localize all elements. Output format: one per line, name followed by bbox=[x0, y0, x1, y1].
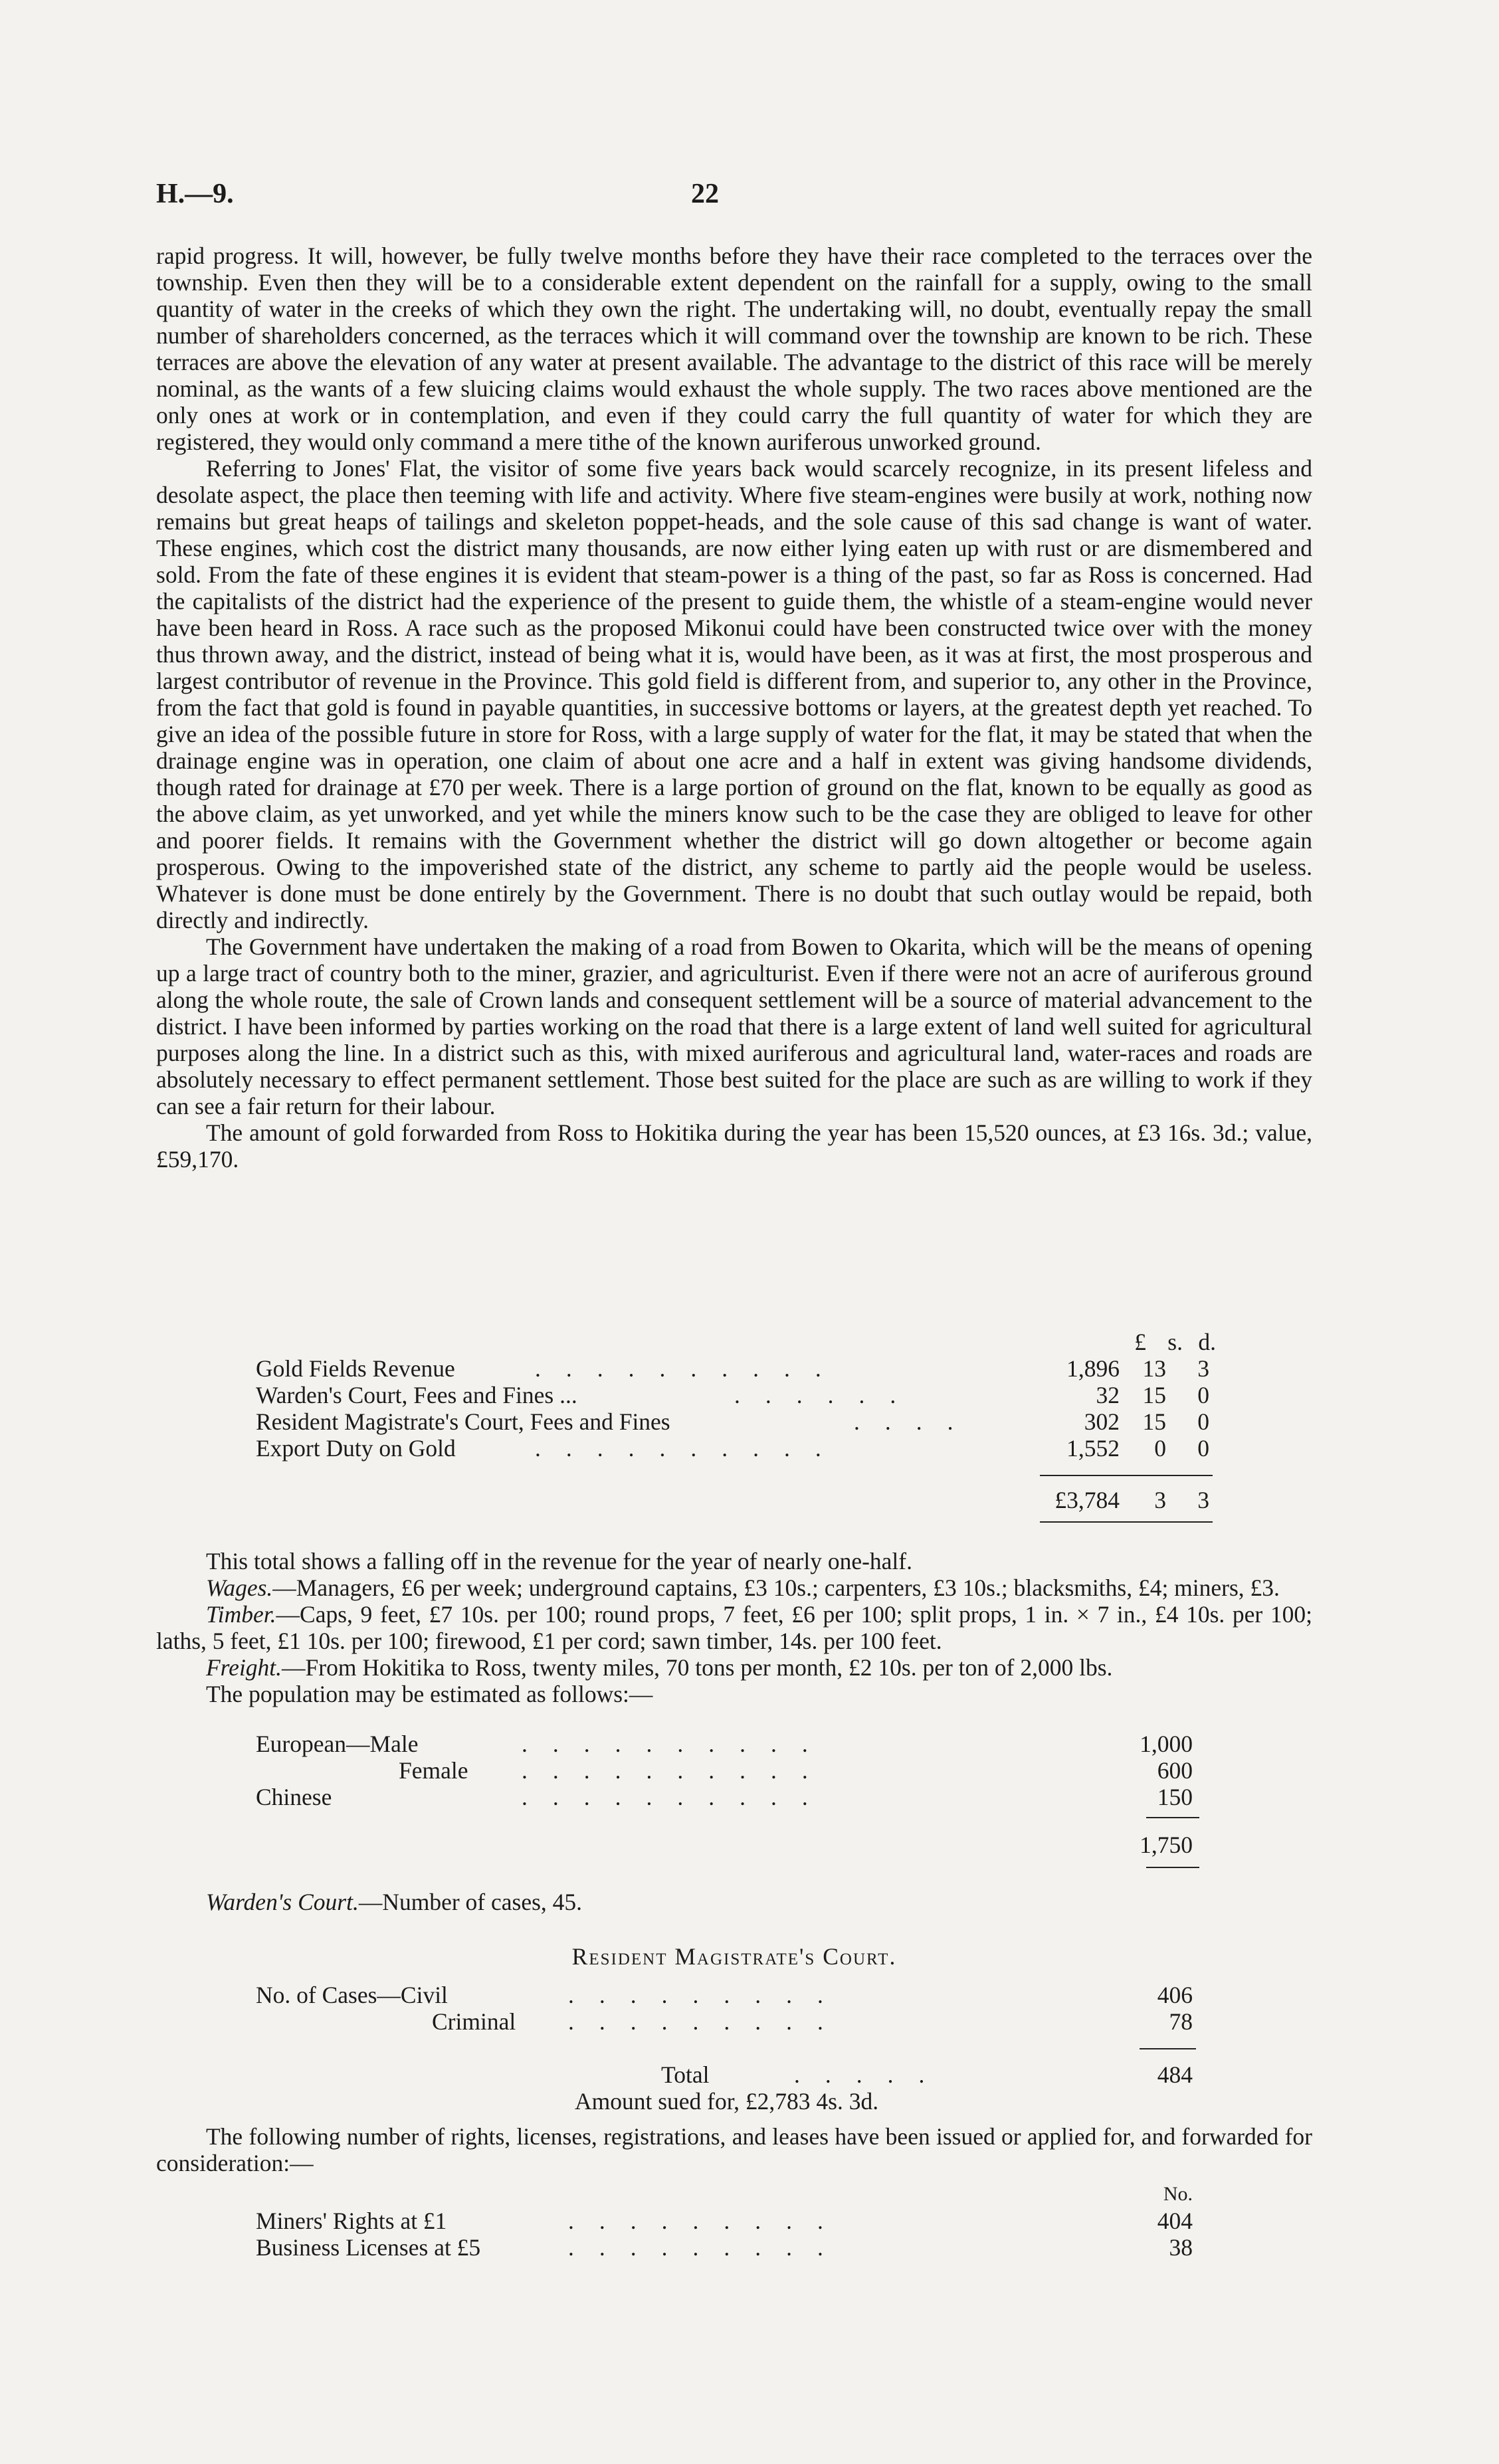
rm-court-table: No. of Cases—Civil ......... 406 Criminal ......... 78 Total ..... 484 Amount sued for, £2,783 4s. 3d. bbox=[256, 1982, 1213, 2035]
revenue-label: Warden's Court, Fees and Fines ... bbox=[256, 1382, 577, 1408]
paragraph-road-bowen-okarita: The Government have undertaken the making of a road from Bowen to Okarita, which will be the means of opening up a large tract of country both to the miner, grazier, and agriculturist. Even if there were not an acre of auriferous ground along the whole route, the sale of Crown lands and consequent settlement will be a source of material advancement to the district. I have been informed by parties working on the road that there is a large extent of land well suited for agricultural purposes along the line. In a district such as this, with mixed auriferous and agricultural land, water-races and roads are absolutely necessary to effect permanent settlement. Those best suited for the place are such as are willing to work if they can see a fair return for their labour. bbox=[156, 933, 1312, 1119]
wardens-court-label: Warden's Court. bbox=[206, 1889, 359, 1915]
population-value: 600 bbox=[1157, 1757, 1193, 1784]
wages-text: —Managers, £6 per week; underground captains, £3 10s.; carpenters, £3 10s.; blacksmiths, £4; miners, £3. bbox=[272, 1574, 1280, 1601]
freight-label: Freight. bbox=[206, 1654, 282, 1681]
document-reference: H.—9. bbox=[156, 179, 234, 209]
revenue-row: Warden's Court, Fees and Fines ... ...... 32 15 0 bbox=[256, 1382, 1209, 1408]
rm-court-total: 484 bbox=[1157, 2061, 1193, 2088]
revenue-total-pounds: £3,784 bbox=[1054, 1487, 1120, 1513]
population-total-rule-top bbox=[1146, 1817, 1199, 1818]
revenue-shillings: 15 bbox=[1142, 1382, 1166, 1408]
revenue-table bbox=[256, 1329, 1216, 1513]
population-table bbox=[256, 1731, 1213, 1858]
revenue-total-rule-top bbox=[1040, 1475, 1213, 1476]
rm-court-label: Criminal bbox=[432, 2008, 516, 2035]
revenue-pence: 0 bbox=[1197, 1382, 1209, 1408]
rm-court-total-row: Total ..... 484 bbox=[661, 2061, 1193, 2088]
rm-court-value: 406 bbox=[1157, 1982, 1193, 2008]
population-row: Female .......... 600 bbox=[399, 1757, 1193, 1784]
licenses-value: 38 bbox=[1169, 2234, 1193, 2261]
licenses-col-header-row bbox=[256, 2181, 1213, 2208]
rm-court-label: No. of Cases—Civil bbox=[256, 1982, 448, 2008]
licenses-label: Miners' Rights at £1 bbox=[256, 2208, 447, 2234]
revenue-shillings: 15 bbox=[1142, 1408, 1166, 1435]
revenue-row: Export Duty on Gold .......... 1,552 0 0 bbox=[256, 1435, 1209, 1462]
revenue-pounds: 302 bbox=[1084, 1408, 1120, 1435]
licenses-value: 404 bbox=[1157, 2208, 1193, 2234]
licenses-table bbox=[256, 2181, 1213, 2261]
revenue-label: Export Duty on Gold bbox=[256, 1435, 456, 1462]
licenses-label: Business Licenses at £5 bbox=[256, 2234, 481, 2261]
population-total: 1,750 bbox=[1140, 1832, 1193, 1858]
falling-off-note: This total shows a falling off in the revenue for the year of nearly one-half. bbox=[206, 1548, 912, 1574]
notes-block bbox=[156, 1548, 1312, 1707]
rm-court-total-rule bbox=[1140, 2048, 1196, 2049]
population-label: Female bbox=[399, 1757, 468, 1784]
population-total-row bbox=[256, 1832, 1213, 1858]
rm-court-row: Criminal ......... 78 bbox=[432, 2008, 1193, 2035]
revenue-shillings: 0 bbox=[1154, 1435, 1166, 1462]
population-value: 1,000 bbox=[1140, 1731, 1193, 1757]
population-value: 150 bbox=[1157, 1784, 1193, 1810]
licenses-row: Miners' Rights at £1 ......... 404 bbox=[256, 2208, 1193, 2234]
revenue-pence: 0 bbox=[1197, 1435, 1209, 1462]
wages-note bbox=[156, 1574, 1312, 1601]
revenue-row: Gold Fields Revenue .......... 1,896 13 3 bbox=[256, 1355, 1209, 1382]
timber-label: Timber. bbox=[206, 1601, 276, 1628]
revenue-label: Resident Magistrate's Court, Fees and Fines bbox=[256, 1408, 670, 1435]
rm-court-heading: Resident Magistrate's Court. bbox=[571, 1943, 897, 1970]
licenses-row: Business Licenses at £5 ......... 38 bbox=[256, 2234, 1193, 2261]
rm-court-total-label: Total bbox=[661, 2061, 710, 2088]
revenue-total-row bbox=[256, 1487, 1213, 1513]
wages-label: Wages. bbox=[206, 1574, 273, 1601]
timber-note bbox=[156, 1601, 1312, 1654]
revenue-pence: 3 bbox=[1197, 1355, 1209, 1382]
licenses-col-header: No. bbox=[1163, 2183, 1193, 2205]
pounds-header: £ bbox=[1134, 1329, 1146, 1355]
population-row: European—Male .......... 1,000 bbox=[256, 1731, 1193, 1757]
paragraph-rapid-progress: rapid progress. It will, however, be fully twelve months before they have their race completed to the terraces over the township. Even then they will be to a considerable extent dependent on the rainfall for a supply, owing to the small quantity of water in the creeks of which they own the right. The undertaking will, no doubt, eventually repay the small number of shareholders concerned, as the terraces which it will command over the township are known to be rich. These terraces are above the elevation of any water at present available. The advantage to the district of this race will be merely nominal, as the wants of a few sluicing claims would exhaust the whole supply. The two races above mentioned are the only ones at work or in contemplation, and even if they could carry the full quantity of water for which they are registered, they would only command a mere tithe of the known auriferous unworked ground. bbox=[156, 242, 1312, 455]
licenses-intro-block bbox=[156, 2123, 1312, 2176]
rm-court-value: 78 bbox=[1169, 2008, 1193, 2035]
wardens-court-note bbox=[206, 1889, 1269, 1915]
population-row: Chinese .......... 150 bbox=[256, 1784, 1193, 1810]
shillings-header: s. bbox=[1167, 1329, 1183, 1355]
wardens-court-text: —Number of cases, 45. bbox=[358, 1889, 583, 1915]
revenue-pounds: 1,552 bbox=[1066, 1435, 1120, 1462]
freight-text: —From Hokitika to Ross, twenty miles, 70 tons per month, £2 10s. per ton of 2,000 lbs. bbox=[282, 1654, 1113, 1681]
revenue-row: Resident Magistrate's Court, Fees and Fines .... 302 15 0 bbox=[256, 1408, 1209, 1435]
revenue-total-pence: 3 bbox=[1197, 1487, 1209, 1513]
revenue-col-headers bbox=[256, 1329, 1216, 1355]
revenue-pounds: 32 bbox=[1096, 1382, 1120, 1408]
page-number: 22 bbox=[691, 179, 719, 209]
freight-note bbox=[156, 1654, 1312, 1681]
paragraph-jones-flat: Referring to Jones' Flat, the visitor of some five years back would scarcely recognize, in its present lifeless and desolate aspect, the place then teeming with life and activity. Where five steam-engines were busily at work, nothing now remains but great heaps of tailings and skeleton poppet-heads, and the sole cause of this sad change is want of water. These engines, which cost the district many thousands, are now either lying eaten up with rust or are dismembered and sold. From the fate of these engines it is evident that steam-power is a thing of the past, so far as Ross is concerned. Had the capitalists of the district had the experience of the present to guide them, the whistle of a steam-engine would never have been heard in Ross. A race such as the proposed Mikonui could have been constructed twice over with the money thus thrown away, and the district, instead of being what it is, would have been, as it was at first, the most prosperous and largest contributor of revenue in the Province. This gold field is different from, and superior to, any other in the Province, from the fact that gold is found in payable quantities, in successive bottoms or layers, at the greatest depth yet reached. To give an idea of the possible future in store for Ross, with a large supply of water for the flat, it may be stated that when the drainage engine was in operation, one claim of about one acre and a half in extent was giving handsome dividends, though rated for drainage at £70 per week. There is a large portion of ground on the flat, known to be equally as good as the above claim, as yet unworked, and yet while the miners know such to be the case they are obliged to leave for other and poorer fields. It remains with the Government whether the district will go down altogether or become again prosperous. Owing to the impoverished state of the district, any scheme to partly aid the people would be useless. Whatever is done must be done entirely by the Government. There is no doubt that such outlay would be repaid, both directly and indirectly. bbox=[156, 455, 1312, 933]
pence-header: d. bbox=[1198, 1329, 1216, 1355]
revenue-label: Gold Fields Revenue bbox=[256, 1355, 455, 1382]
paragraph-gold-forwarded: The amount of gold forwarded from Ross to Hokitika during the year has been 15,520 ounces, at £3 16s. 3d.; value, £59,170. bbox=[156, 1119, 1312, 1173]
rm-court-row: No. of Cases—Civil ......... 406 bbox=[256, 1982, 1193, 2008]
revenue-total-rule-bottom bbox=[1040, 1521, 1213, 1523]
body-text bbox=[156, 242, 1312, 1173]
timber-text: —Caps, 9 feet, £7 10s. per 100; round props, 7 feet, £6 per 100; split props, 1 in. × 7 in., £4 10s. per 100; laths, 5 feet, £1 10s. per 100; firewood, £1 per cord; sawn timber, 14s. per 100 feet. bbox=[156, 1601, 1312, 1654]
revenue-shillings: 13 bbox=[1142, 1355, 1166, 1382]
revenue-pounds: 1,896 bbox=[1066, 1355, 1120, 1382]
population-total-rule-bottom bbox=[1146, 1867, 1199, 1868]
revenue-pence: 0 bbox=[1197, 1408, 1209, 1435]
population-intro: The population may be estimated as follows:— bbox=[206, 1681, 653, 1707]
licenses-intro: The following number of rights, licenses, registrations, and leases have been issued or applied for, and forwarded for consideration:— bbox=[156, 2123, 1312, 2176]
revenue-total-shillings: 3 bbox=[1154, 1487, 1166, 1513]
population-label: Chinese bbox=[256, 1784, 332, 1810]
population-label: European—Male bbox=[256, 1731, 419, 1757]
